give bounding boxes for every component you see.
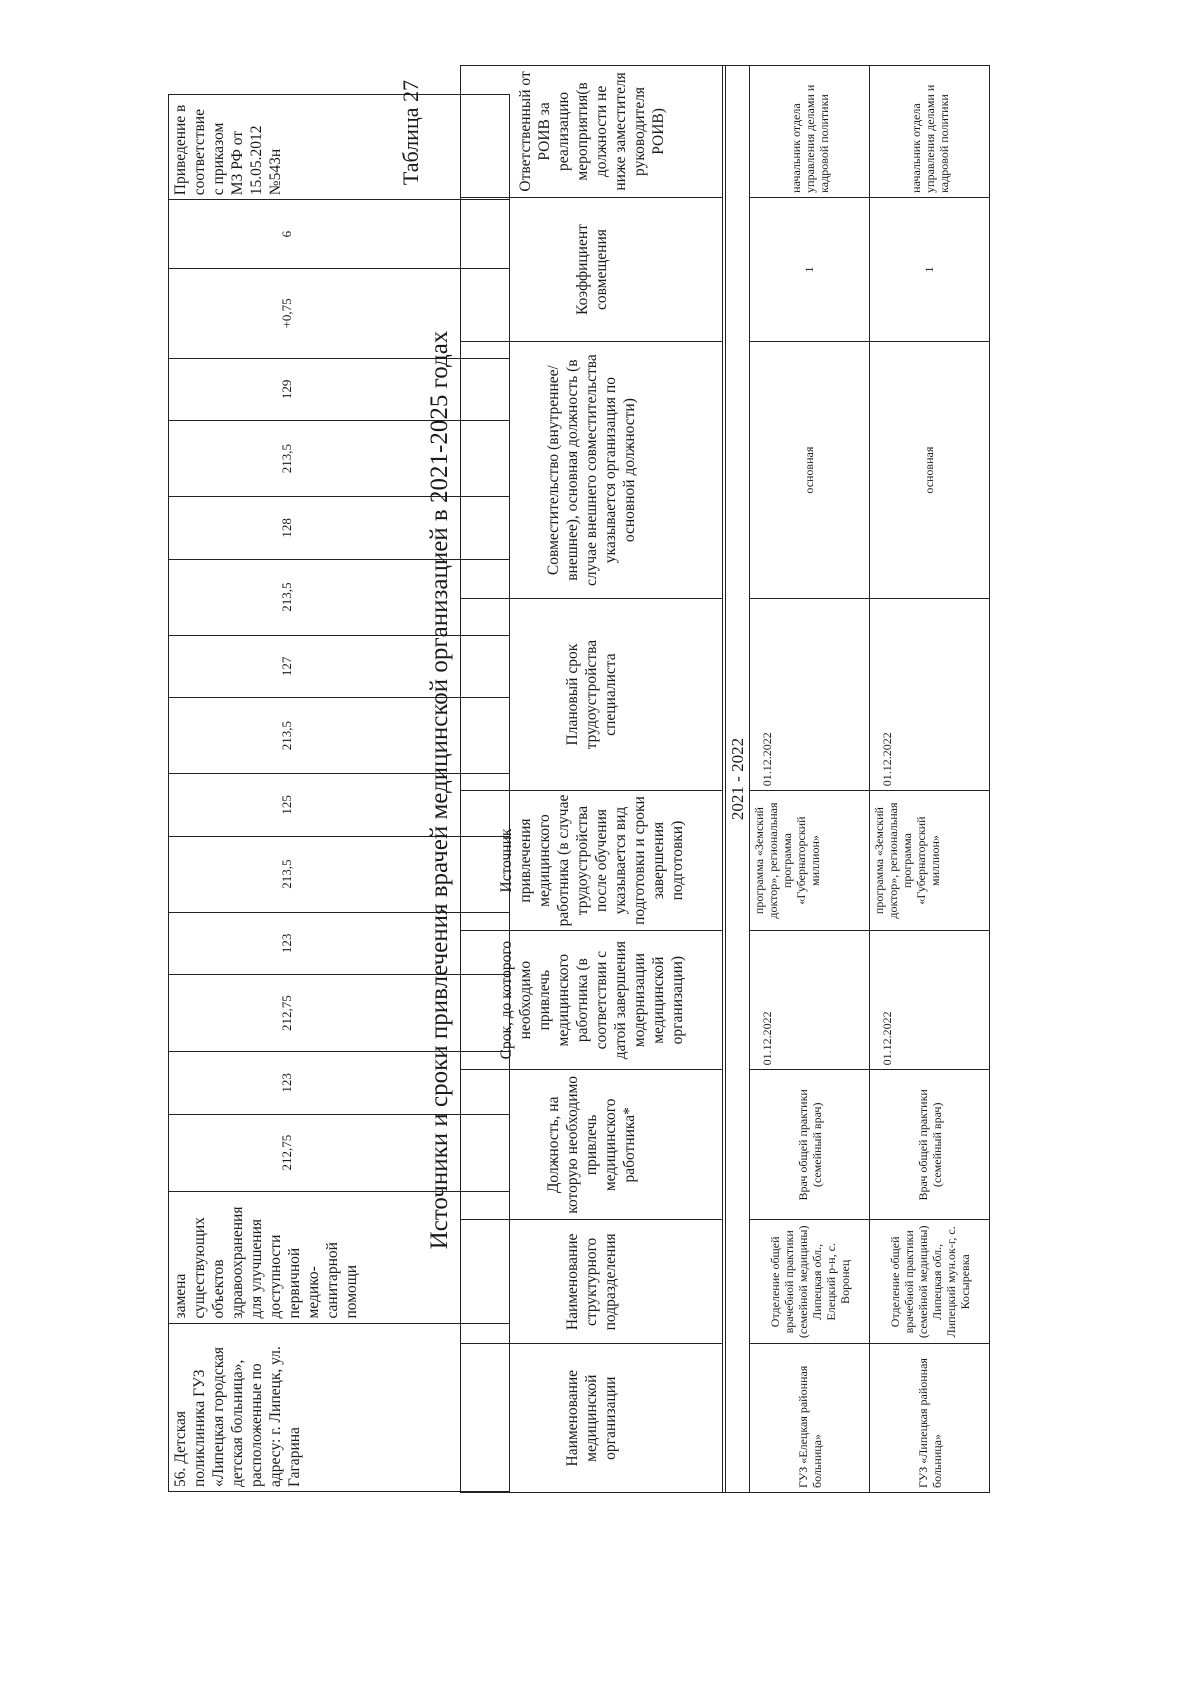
value-cell: 213,5	[169, 698, 510, 774]
row-combo: основная	[870, 342, 990, 599]
header-combo: Совместительство (внутреннее/внешнее), основная должность (в случае внешнего совместительства указывается организация по основной должности)	[461, 342, 723, 599]
row-deadline: 01.12.2022	[750, 930, 870, 1070]
value-cell: 213,5	[169, 836, 510, 912]
value-cell: 127	[169, 635, 510, 698]
header-org: Наименование медицинской организации	[461, 1344, 723, 1493]
row-combo: основная	[750, 342, 870, 599]
org-cell: 56. Детская поликлиника ГУЗ «Липецкая городская детская больница», расположенные по адресу: г. Липецк, ул. Гагарина	[169, 1323, 510, 1491]
value-cell: 129	[169, 358, 510, 421]
header-unit: Наименование структурного подразделения	[461, 1220, 723, 1344]
header-planned: Плановый срок трудоустройства специалиста	[461, 598, 723, 790]
header-position: Должность, на которую необходимо привлечь медицинского работника*	[461, 1070, 723, 1220]
year-band-row	[726, 66, 750, 1493]
header-coef: Коэффициент совмещения	[461, 197, 723, 341]
row-position: Врач общей практики (семейный врач)	[870, 1070, 990, 1220]
table-row	[750, 66, 870, 1493]
row-position: Врач общей практики (семейный врач)	[750, 1070, 870, 1220]
header-row	[461, 66, 723, 1493]
measure-cell: замена существующих объектов здравоохранения для улучшения доступности первичной медико-санитарной помощи	[169, 1191, 510, 1323]
row-unit: Отделение общей врачебной практики (семейной медицины) Липецкая обл., Липецкий мун.ок-г, с. Косыревка	[870, 1220, 990, 1344]
header-resp: Ответственный от РОИВ за реализацию мероприятия(в должности не ниже заместителя руководителя РОИВ)	[461, 66, 723, 198]
header-source: Источник привлечения медицинского работника (в случае трудоустройства после обучения указывается вид подготовки и сроки завершения подготовки)	[461, 791, 723, 931]
row-source: программа «Земский доктор», региональная программа «Губернаторский миллион»	[870, 791, 990, 931]
row-deadline: 01.12.2022	[870, 930, 990, 1070]
rotated-landscape-content	[30, 60, 1200, 1660]
value-cell: 212,75	[169, 975, 510, 1052]
value-cell: 123	[169, 1052, 510, 1115]
row-planned: 01.12.2022	[870, 598, 990, 790]
main-table	[460, 65, 990, 1493]
row-org: ГУЗ «Липецкая районная больница»	[870, 1344, 990, 1493]
row-coef: 1	[870, 197, 990, 341]
note-cell: Приведение в соответствие с приказом МЗ РФ от 15.05.2012 №543н	[169, 95, 510, 200]
value-cell: +0,75	[169, 269, 510, 359]
row-planned: 01.12.2022	[750, 598, 870, 790]
value-cell: 123	[169, 912, 510, 975]
value-cell: 213,5	[169, 421, 510, 497]
value-cell: 212,75	[169, 1114, 510, 1191]
continuation-table	[168, 94, 510, 1492]
row-resp: начальник отдела управления делами и кадровой политики	[750, 66, 870, 198]
value-cell: 6	[169, 200, 510, 269]
row-resp: начальник отдела управления делами и кадровой политики	[870, 66, 990, 198]
year-band: 2021 - 2022	[726, 66, 750, 1493]
row-source: программа «Земский доктор», региональная программа «Губернаторский миллион»	[750, 791, 870, 931]
header-deadline: Срок, до которого необходимо привлечь медицинского работника (в соответствии с датой завершения модернизации медицинской организации)	[461, 930, 723, 1070]
row-coef: 1	[750, 197, 870, 341]
table-label: Таблица 27	[398, 80, 423, 186]
value-cell: 125	[169, 774, 510, 837]
value-cell: 128	[169, 497, 510, 560]
table-row	[169, 95, 510, 1492]
table-title: Источники и сроки привлечения врачей медицинской организацией в 2021-2025 годах	[426, 330, 453, 1250]
row-org: ГУЗ «Елецкая районная больница»	[750, 1344, 870, 1493]
row-unit: Отделение общей врачебной практики (семейной медицины) Липецкая обл., Елецкий р-н, с. Воронец	[750, 1220, 870, 1344]
value-cell: 213,5	[169, 559, 510, 635]
table-row	[870, 66, 990, 1493]
